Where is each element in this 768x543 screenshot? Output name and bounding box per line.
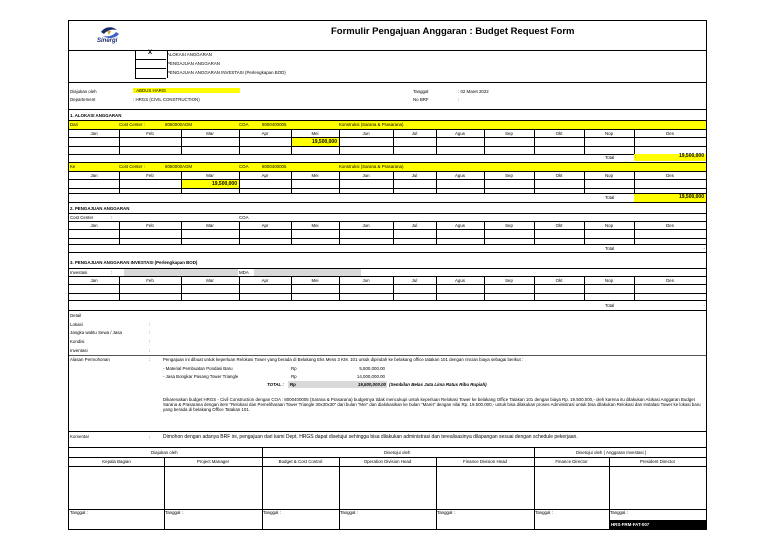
s2-month-apr: Apr [261, 223, 269, 228]
from-month-nop: Nop [604, 131, 614, 136]
s2-month-jul: Jul [411, 223, 418, 228]
s2-month-nop: Nop [604, 223, 614, 228]
sig-role: Project Manager [196, 459, 230, 464]
grid-line [393, 276, 394, 300]
from-total-value: 19,500,000 [678, 153, 704, 159]
grid-line [634, 221, 635, 244]
to-value-des[interactable] [634, 180, 706, 188]
grid-line [634, 129, 635, 154]
to-total-label: Total [605, 195, 615, 200]
s2-month-sep: Sep [505, 223, 513, 228]
reason-colon: : [149, 357, 151, 362]
sig-role: Operation Division Head [363, 459, 412, 464]
to-value-jul[interactable] [393, 180, 436, 188]
sig-role: Budget & Cost Control [278, 459, 323, 464]
from-value-okt[interactable] [534, 138, 584, 146]
grid-line [484, 221, 485, 244]
to-month-mei: Mei [311, 173, 319, 178]
section1-title: 1. ALOKASI ANGGARAN [70, 113, 122, 118]
to-value-mei[interactable] [291, 180, 339, 188]
from-total-prefix: : [635, 154, 637, 159]
grid-line [119, 129, 120, 154]
from-value-nop[interactable] [584, 138, 634, 146]
grid-line [634, 171, 635, 193]
grid-line [584, 129, 585, 154]
s2-month-des: Des [666, 223, 674, 228]
to-month-okt: Okt [555, 173, 563, 178]
from-value-apr[interactable] [239, 138, 291, 146]
brf-value[interactable]: : [458, 97, 460, 102]
item2-label: - Jasa Bongkar Pasang Tower Triangle [163, 374, 239, 379]
s3-month-agus: Agus [454, 278, 465, 283]
s2-month-jan: Jan [90, 223, 98, 228]
sig-date[interactable]: Tanggal : [263, 510, 281, 515]
comment-colon: : [149, 435, 151, 440]
grid-line [484, 276, 485, 300]
department-label: Departement [70, 97, 96, 102]
sig-group-approved: Disetujui oleh [384, 450, 411, 455]
to-month-jun: Jun [362, 173, 370, 178]
s3-month-apr: Apr [261, 278, 269, 283]
grid-line [634, 276, 635, 300]
item2-currency: Rp [291, 374, 297, 379]
duration-colon: : [149, 330, 151, 335]
to-month-nop: Nop [604, 173, 614, 178]
budget-request-form [68, 20, 707, 530]
date-label: Tanggal [413, 89, 429, 94]
location-label: Lokasi [70, 322, 83, 327]
grid-line [534, 221, 535, 244]
s3-month-okt: Okt [555, 278, 563, 283]
grid-line [239, 129, 240, 154]
section2-title: 2. PENGAJUAN ANGGARAN [70, 206, 130, 211]
investment-label: Inventasi [70, 348, 88, 353]
option-label-request: PENGAJUAN ANGGARAN [167, 61, 220, 66]
grid-line [291, 221, 292, 244]
from-label: Dari [70, 122, 79, 127]
total-amount: 19,500,000.00 [357, 382, 386, 387]
to-month-values [69, 180, 706, 188]
from-value-jun[interactable] [339, 138, 393, 146]
from-value-des[interactable] [634, 138, 706, 146]
s2-total-label: Total [605, 246, 615, 251]
date-value[interactable]: : 02 Maret 2022 [458, 89, 489, 94]
to-value-agus[interactable] [436, 180, 484, 188]
s2-month-feb: Feb [146, 223, 154, 228]
to-cost-center-label: Cost Center : [119, 164, 145, 169]
grid-line [393, 221, 394, 244]
s3-month-mar: Mar [206, 278, 214, 283]
to-value-mar[interactable]: 19,500,000 [181, 180, 239, 188]
reason-label: Alasan Permohonan [70, 357, 110, 362]
s3-month-mei: Mei [311, 278, 319, 283]
grid-line [239, 276, 240, 300]
s2-month-mei: Mei [311, 223, 319, 228]
reason-paragraph: Dikarenakan budget HRGS - Civil Construction dengan COA : 8000400005 (Sarana & Prasarana) budgetnya tidak mencukupi untuk keperluan Relokasi Tower ke belakang Office Tatakan 101 dengan biaya Rp. 19.500.000,- oleh karena itu dilakukan Alokasi Anggaran Budget Sarana & Prasarana dengan item "Relokasi dan Pemeliharaan Tower Triangle 30x30x30" dari bulan "Mei" dan dialokasikan ke bulan "Maret" dengan nilai Rp. 19.500.000,- untuk bisa dilakukan proses Administrasi untuk bisa dilakukan Relokasi dan Instalasi Tower ke lokasi baru yang berada di belakang Office Tatakan 101. [163, 397, 701, 413]
to-coa-label: COA [239, 164, 249, 169]
to-label: Ke [70, 164, 76, 169]
from-month-mar: Mar [206, 131, 214, 136]
grid-line [534, 129, 535, 154]
s2-cost-center-label: Cost Center [70, 215, 94, 220]
comment-text: Dimohon dengan adanya BRF ini, pengajuan dari kami Dept. HRGS dapat disetujui sehingga bisa dilakukan administrasi dan terealisasinya dilapangan sesuai dengan schedule pekerjaan. [163, 434, 578, 440]
from-month-okt: Okt [555, 131, 563, 136]
from-month-values [69, 138, 706, 146]
sig-date[interactable]: Tanggal : [165, 510, 183, 515]
to-value-feb[interactable] [119, 180, 181, 188]
grid-line [436, 129, 437, 154]
sig-role: Kepala Bagian [102, 459, 131, 464]
form-code: HRS-FRM-FAT-007 [611, 522, 650, 527]
s3-month-nop: Nop [604, 278, 614, 283]
from-coa-value[interactable]: 8000400005 [262, 122, 287, 127]
s3-month-jun: Jun [362, 278, 370, 283]
to-total-cell [634, 194, 706, 202]
from-month-headers [69, 131, 706, 136]
total-amount-cell [288, 381, 387, 388]
form-title: Formulir Pengajuan Anggaran : Budget Request Form [331, 26, 575, 37]
from-cost-center-value[interactable]: 8050000AGM [165, 122, 193, 127]
grid-line [239, 221, 240, 244]
grid-line [339, 129, 340, 154]
grid-line [119, 221, 120, 244]
sig-date[interactable]: Tanggal : [70, 510, 88, 515]
s2-month-mar: Mar [206, 223, 214, 228]
from-month-jan: Jan [90, 131, 98, 136]
s3-month-headers [69, 278, 706, 283]
sig-role: Finance Director [555, 459, 588, 464]
s3-total-value: - [703, 303, 705, 308]
sig-role: Finance Division Head [463, 459, 507, 464]
total-label: TOTAL : [267, 382, 284, 387]
from-total-label: Total [605, 155, 615, 160]
grid-line [339, 221, 340, 244]
from-month-apr: Apr [261, 131, 269, 136]
grid-line [119, 171, 120, 193]
to-month-apr: Apr [261, 173, 269, 178]
to-value-jan[interactable] [69, 180, 119, 188]
sig-date[interactable]: Tanggal : [610, 510, 628, 515]
sig-group-submitted: Diajukan oleh [151, 450, 178, 455]
grid-line [393, 129, 394, 154]
sig-date[interactable]: Tanggal : [535, 510, 553, 515]
sig-group-investment: Disetujui oleh ( Anggaran Investasi ) [576, 450, 647, 455]
item1-amount: 5,500,000.00 [359, 366, 385, 371]
to-month-des: Des [666, 173, 674, 178]
from-month-des: Des [666, 131, 674, 136]
grid-line [436, 276, 437, 300]
s3-invest-colon: : [111, 270, 113, 275]
grid-line [534, 276, 535, 300]
to-value-jun[interactable] [339, 180, 393, 188]
s3-mda-field[interactable] [254, 269, 361, 276]
s3-month-feb: Feb [146, 278, 154, 283]
s3-total-label: Total [605, 303, 615, 308]
from-value-agus[interactable] [436, 138, 484, 146]
sig-date[interactable]: Tanggal : [340, 510, 358, 515]
to-total-value: 19,500,000 [678, 194, 704, 200]
grid-line [484, 171, 485, 193]
grid-line [436, 171, 437, 193]
s2-total-value: - [703, 246, 705, 251]
to-value-apr[interactable] [239, 180, 291, 188]
item2-amount: 14,000,000.00 [356, 374, 385, 379]
total-words: (Sembilan Belas Juta Lima Ratus Ribu Rupiah) [389, 382, 487, 387]
to-month-jul: Jul [411, 173, 418, 178]
s3-mda-label: MDA [239, 270, 249, 275]
s3-month-des: Des [666, 278, 674, 283]
detail-label: Detail [70, 313, 82, 318]
form-code-cell [609, 520, 706, 529]
to-account-value[interactable]: Konstruksi (Sarana & Prasarana) [339, 164, 404, 169]
s2-month-headers [69, 223, 706, 228]
s3-month-sep: Sep [505, 278, 513, 283]
grid-line [584, 276, 585, 300]
section3-title: 3. PENGAJUAN ANGGARAN INVESTASI (Perlengkapan BOD) [70, 260, 198, 265]
to-month-headers [69, 173, 706, 178]
item1-label: - Material Pembuatan Pondasi Baru [163, 366, 233, 371]
grid-line [436, 221, 437, 244]
from-month-jun: Jun [362, 131, 370, 136]
grid-line [181, 171, 182, 193]
s3-month-jan: Jan [90, 278, 98, 283]
from-month-jul: Jul [411, 131, 418, 136]
s2-month-jun: Jun [362, 223, 370, 228]
submitted-by-label: Diajukan oleh [70, 89, 97, 94]
grid-line [181, 129, 182, 154]
condition-label: Kondisi [70, 339, 85, 344]
sig-role: President Director [639, 459, 676, 464]
grid-line [484, 129, 485, 154]
grid-line [291, 276, 292, 300]
grid-line [584, 171, 585, 193]
department-value[interactable]: : HRGS (CIVIL CONSTRUCTION) [133, 97, 200, 102]
grid-line [339, 171, 340, 193]
grid-line [534, 171, 535, 193]
s3-month-jul: Jul [411, 278, 418, 283]
grid-line [393, 171, 394, 193]
to-month-mar: Mar [206, 173, 214, 178]
grid-line [181, 221, 182, 244]
to-coa-value[interactable]: 8000400005 [262, 164, 287, 169]
sig-date[interactable]: Tanggal : [437, 510, 455, 515]
to-value-okt[interactable] [534, 180, 584, 188]
total-currency: Rp [290, 382, 296, 387]
s3-invest-field[interactable] [124, 269, 238, 276]
from-value-jul[interactable] [393, 138, 436, 146]
to-value-sep[interactable] [484, 180, 534, 188]
s2-month-okt: Okt [555, 223, 563, 228]
from-value-jan[interactable] [69, 138, 119, 146]
comment-label: Komentar [70, 434, 90, 439]
from-month-feb: Feb [146, 131, 154, 136]
from-month-agus: Agus [454, 131, 465, 136]
item1-currency: Rp [291, 366, 297, 371]
reason-intro: Pengajuan ini dibuat untuk keperluan Relokasi Tower yang berada di Belakang Eks Mess 3 KM. 101 untuk dipindah ke belakang office tatakan 101 dengan rincian biaya sebagai berikut : [163, 357, 524, 362]
grid-line [239, 171, 240, 193]
s2-coa-label: COA [239, 215, 249, 220]
grid-line [339, 276, 340, 300]
from-month-sep: Sep [505, 131, 513, 136]
submitted-by-value[interactable]: : ABDUS HARIS [133, 88, 240, 93]
option-label-allocation: ALOKASI ANGGARAN [167, 52, 212, 57]
to-month-agus: Agus [454, 173, 465, 178]
brf-label: No BRF [413, 97, 429, 102]
duration-label: Jangka waktu Sewa / Jasa [70, 330, 122, 335]
s2-month-agus: Agus [454, 223, 465, 228]
grid-line [291, 171, 292, 193]
to-month-jan: Jan [90, 173, 98, 178]
option-label-investment: PENGAJUAN ANGGARAN INVESTASI (Perlengkapan BOD) [167, 70, 286, 75]
grid-line [291, 129, 292, 154]
s3-invest-label: Investasi [70, 270, 88, 275]
to-month-feb: Feb [146, 173, 154, 178]
from-cost-center-label: Cost Center : [119, 122, 145, 127]
location-colon: : [149, 322, 151, 327]
investment-colon: : [149, 348, 151, 353]
condition-colon: : [149, 339, 151, 344]
from-value-sep[interactable] [484, 138, 534, 146]
to-month-sep: Sep [505, 173, 513, 178]
from-total-cell [634, 154, 706, 161]
to-value-nop[interactable] [584, 180, 634, 188]
to-cost-center-value[interactable]: 8050000AGM [165, 164, 193, 169]
option-mark-allocation[interactable]: X [148, 50, 153, 56]
grid-line [119, 276, 120, 300]
s2-cost-center-colon: : [111, 215, 113, 220]
from-value-mar[interactable] [181, 138, 239, 146]
grid-line [181, 276, 182, 300]
from-account-value[interactable]: Konstruksi (Sarana & Prasarana) [339, 122, 404, 127]
from-value-mei[interactable]: 19,500,000 [291, 138, 339, 146]
from-value-feb[interactable] [119, 138, 181, 146]
from-coa-label: COA [239, 122, 249, 127]
grid-line [584, 221, 585, 244]
from-month-mei: Mei [311, 131, 319, 136]
logo-text: Sinergi [97, 38, 118, 44]
